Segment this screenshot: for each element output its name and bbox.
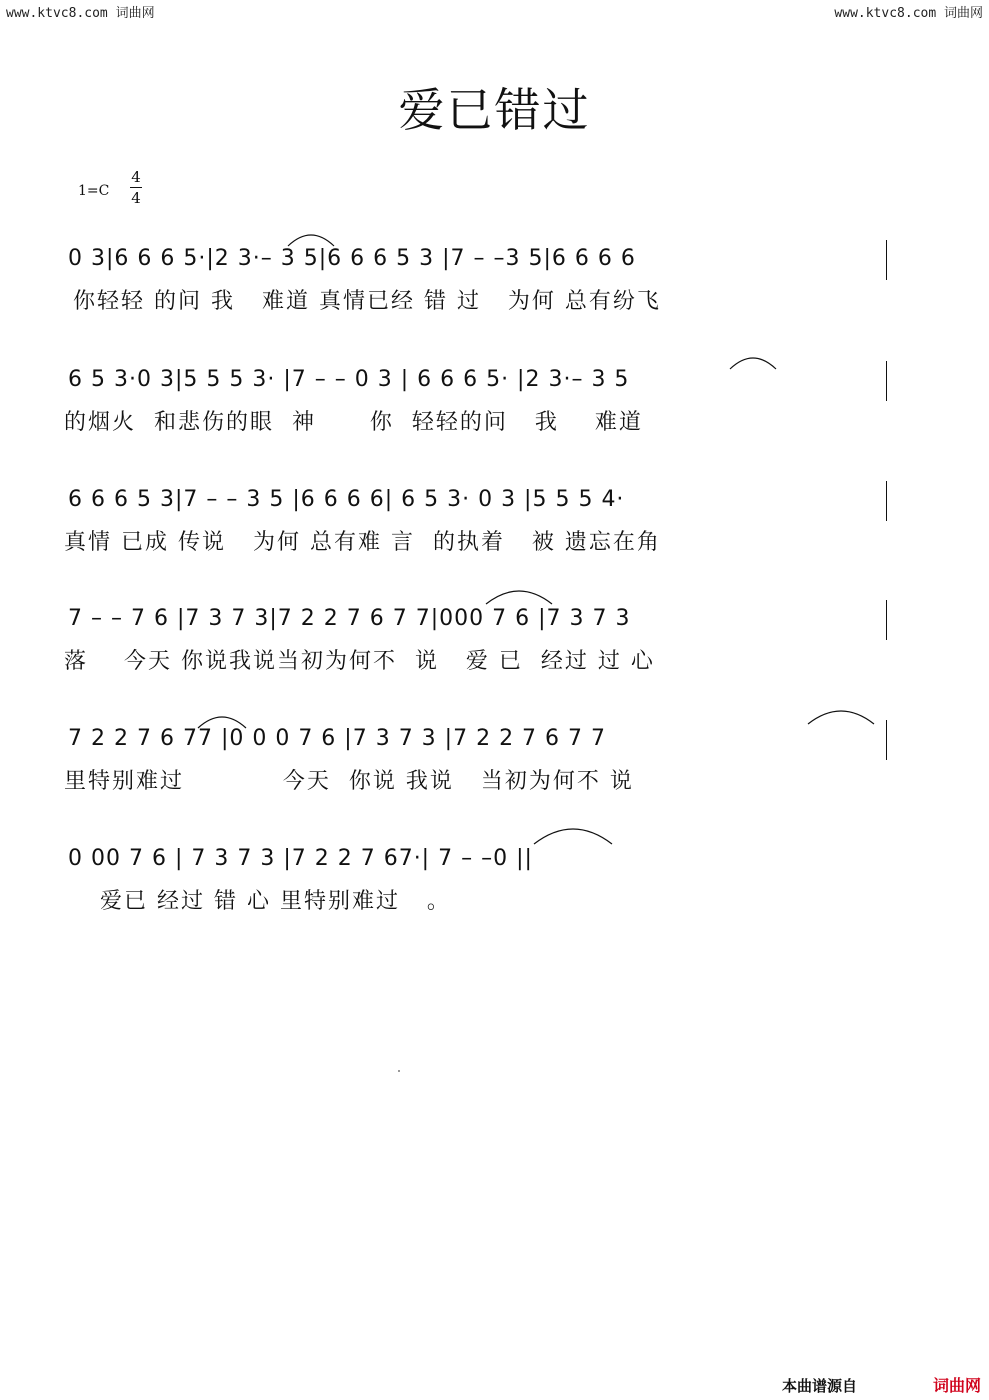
lyric-row: 你轻轻 的问 我 难道 真情已经 错 过 为何 总有纷飞 [64, 289, 661, 314]
header-right-url: www.ktvc8.com 词曲网 [834, 6, 983, 21]
slur [532, 822, 614, 846]
notation-row: 7 – – 7 6 |7 3 7 3|7 2 2 7 6 7 7|000 7 6 |7 3 7 3 [68, 606, 631, 631]
lyric-row: 的烟火 和悲伤的眼 神 你 轻轻的问 我 难道 [64, 410, 643, 435]
bar-line-end [886, 720, 887, 760]
song-title: 爱已错过 [398, 83, 591, 137]
slur [484, 584, 554, 606]
slur [286, 228, 336, 248]
lyric-row: 里特别难过 今天 你说 我说 当初为何不 说 [64, 769, 634, 794]
time-signature-line [130, 187, 142, 188]
notation-row: 6 6 6 5 3|7 – – 3 5 |6 6 6 6| 6 5 3· 0 3 |5 5 5 4· [68, 487, 625, 512]
stray-mark [398, 1070, 400, 1072]
lyric-row: 落 今天 你说我说当初为何不 说 爱 已 经过 过 心 [64, 649, 655, 674]
bar-line-end [886, 481, 887, 521]
lyric-row: 真情 已成 传说 为何 总有难 言 的执着 被 遗忘在角 [64, 530, 661, 555]
time-signature-top: 4 [131, 168, 141, 186]
header-left-url: www.ktvc8.com 词曲网 [6, 6, 155, 21]
key-signature: 1=C [78, 183, 110, 199]
bar-line-end [886, 240, 887, 280]
slur [806, 704, 876, 726]
notation-row: 0 00 7 6 | 7 3 7 3 |7 2 2 7 67·| 7 – –0 || [68, 846, 533, 871]
lyric-row: 爱已 经过 错 心 里特别难过 。 [64, 889, 451, 914]
footer-source-label: 本曲谱源自 [782, 1377, 858, 1395]
bar-line-end [886, 600, 887, 640]
notation-row: 7 2 2 7 6 77 |0 0 0 7 6 |7 3 7 3 |7 2 2 7 6 7 7 [68, 726, 607, 751]
bar-line-end [886, 361, 887, 401]
footer-logo: 词曲网 [932, 1376, 981, 1395]
slur [728, 351, 778, 371]
notation-row: 6 5 3·0 3|5 5 5 3· |7 – – 0 3 | 6 6 6 5· |2 3·– 3 5 [68, 367, 630, 392]
notation-row: 0 3|6 6 6 5·|2 3·– 3 5|6 6 6 5 3 |7 – –3 5|6 6 6 6 [68, 246, 636, 271]
time-signature [130, 168, 142, 207]
time-signature-bottom: 4 [131, 189, 141, 207]
